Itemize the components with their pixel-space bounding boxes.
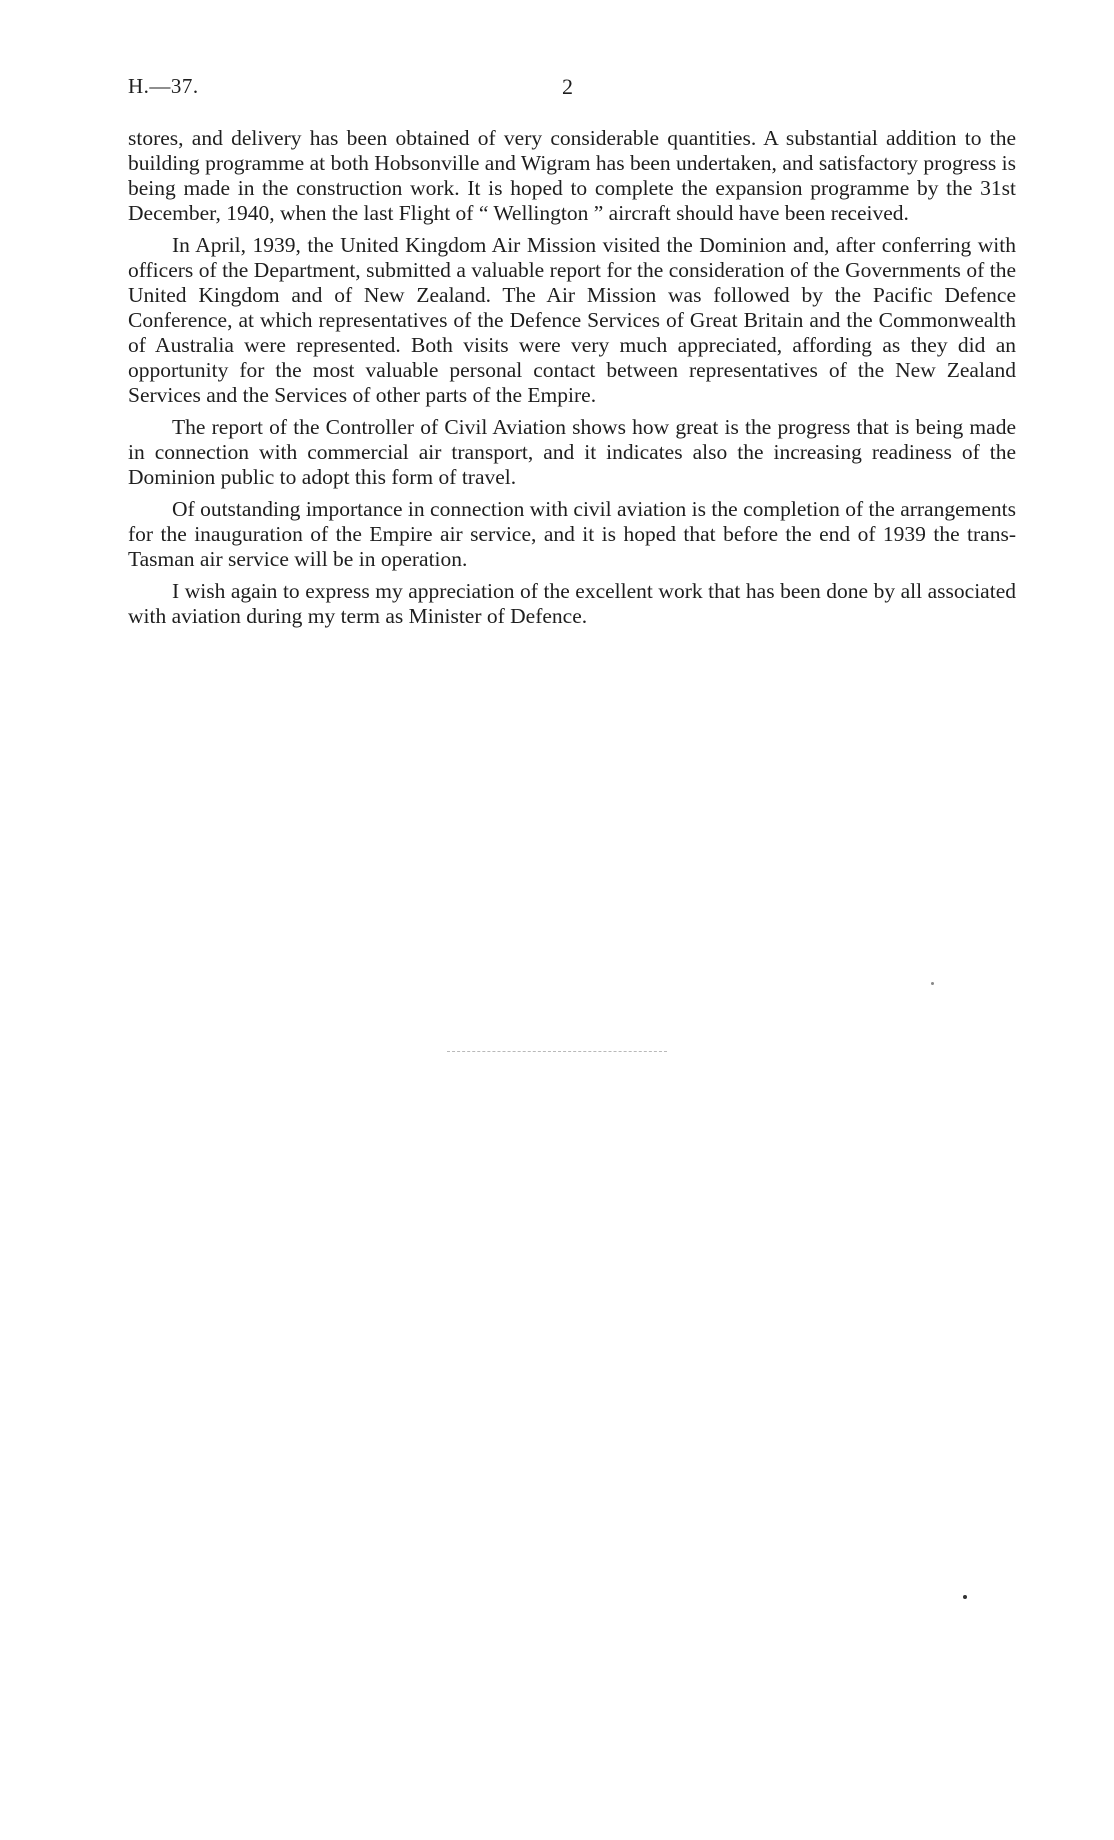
paragraph-air-mission: In April, 1939, the United Kingdom Air Mission visited the Dominion and, after conferring with officers of the Department, submitted a valuable report for the consideration of the Governments of the United Kingdom and of New Zealand. The Air Mission was followed by the Pacific Defence Conference, at which representatives of the Defence Services of Great Britain and the Commonwealth of Australia were represented. Both visits were very much appreciated, affording as they did an opportunity for the most valuable personal contact between representatives of the New Zealand Services and the Services of other parts of the Empire.	[128, 233, 1016, 407]
closing-rule-divider	[447, 1051, 667, 1052]
paragraph-empire-air-service: Of outstanding importance in connection with civil aviation is the completion of the arrangements for the inauguration of the Empire air service, and it is hoped that before the end of 1939 the trans-Tasman air service will be in operation.	[128, 497, 1016, 571]
body-text	[128, 126, 1016, 636]
paragraph-appreciation: I wish again to express my appreciation of the excellent work that has been done by all associated with aviation during my term as Minister of Defence.	[128, 579, 1016, 628]
scan-speck	[931, 982, 934, 985]
page-number: 2	[562, 74, 573, 99]
paragraph-civil-aviation-report: The report of the Controller of Civil Aviation shows how great is the progress that is being made in connection with commercial air transport, and it indicates also the increasing readiness of the Dominion public to adopt this form of travel.	[128, 415, 1016, 489]
document-reference: H.—37.	[128, 74, 199, 98]
paragraph-continued: stores, and delivery has been obtained of very considerable quantities. A substantial addition to the building programme at both Hobsonville and Wigram has been undertaken, and satisfactory progress is being made in the construction work. It is hoped to complete the expansion programme by the 31st December, 1940, when the last Flight of “ Wellington ” aircraft should have been received.	[128, 126, 1016, 225]
scan-speck	[963, 1595, 967, 1599]
